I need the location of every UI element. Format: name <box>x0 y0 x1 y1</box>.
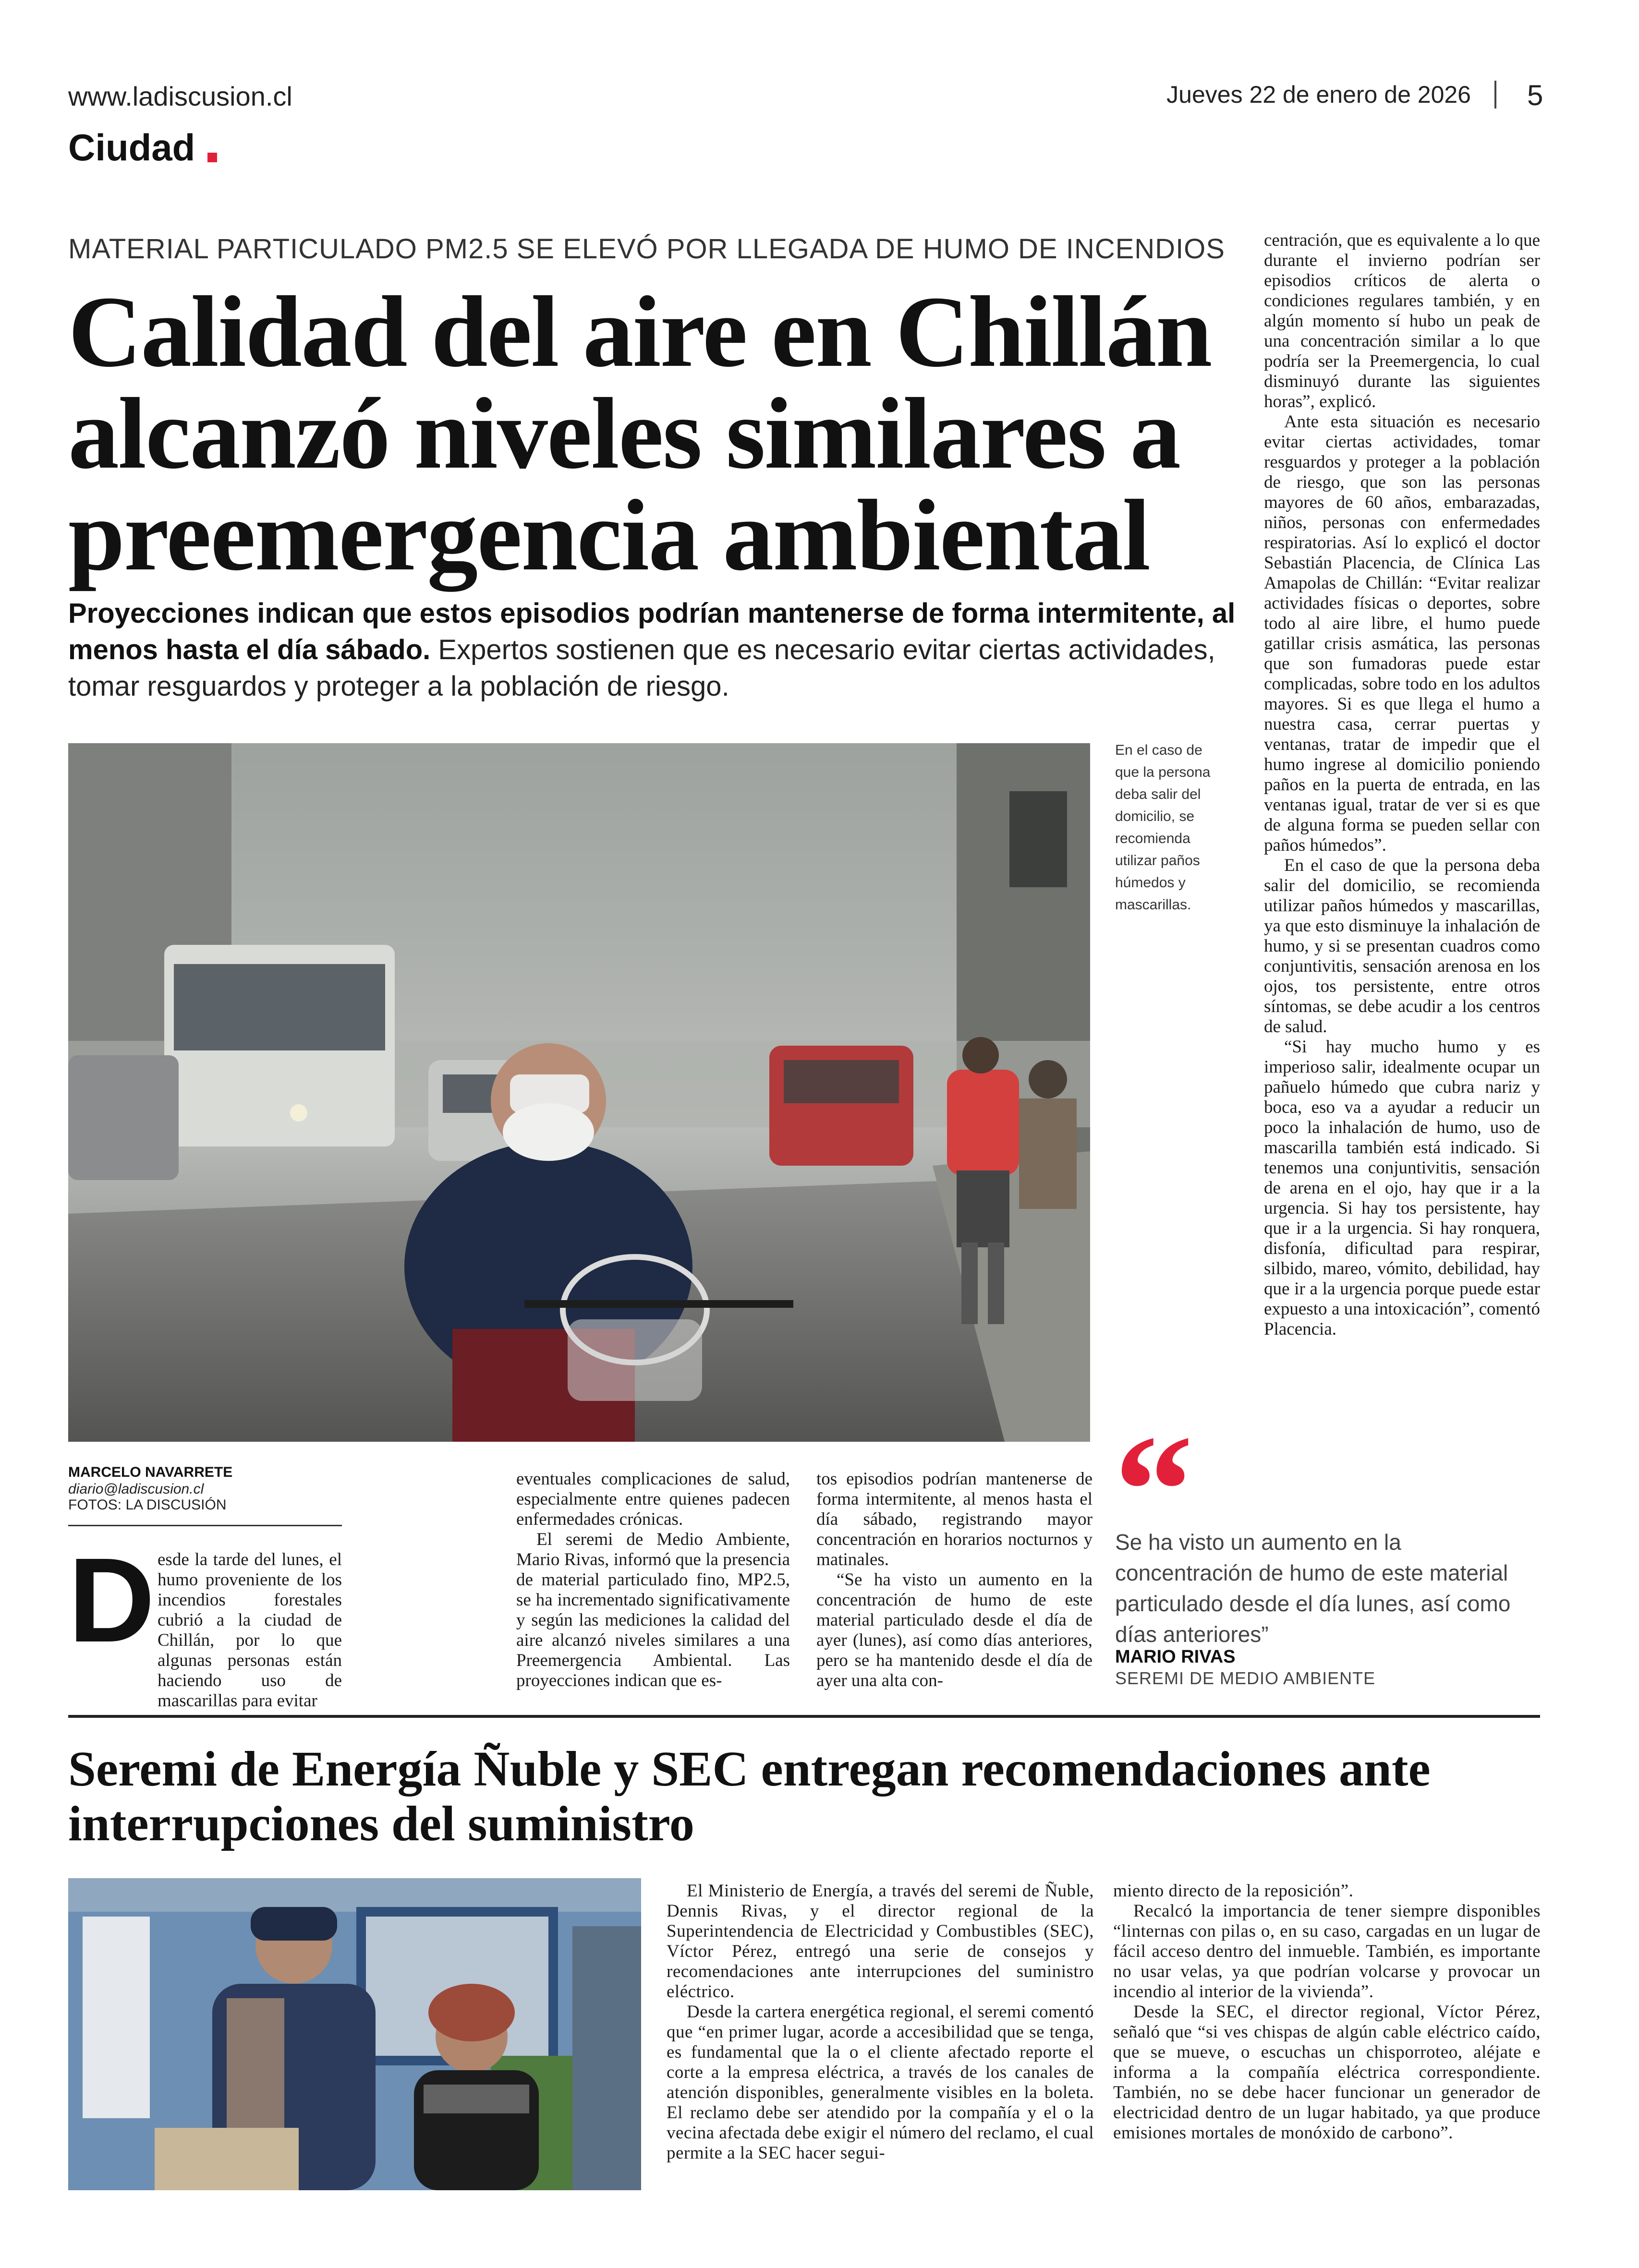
paragraph: miento directo de la reposición”. <box>1113 1881 1354 1901</box>
deck-text: Expertos sostienen que es necesario evitar ciertas actividades, tomar resguardos y proteger a la población de riesgo. <box>68 634 1215 702</box>
byline-email: diario@ladiscusion.cl <box>68 1481 204 1497</box>
drop-cap: D <box>68 1533 155 1667</box>
quote-mark-icon: “ <box>1114 1403 1193 1578</box>
section-divider <box>68 1715 1540 1718</box>
byline-author: MARCELO NAVARRETE <box>68 1464 233 1480</box>
paragraph: Desde la SEC, el director regional, Víctor Pérez, señaló que “si ves chispas de algún cable eléctrico caído, que se mueve, o escuchas un chisporroteo, aléjate e informa a la compañía eléctrica correspondiente. También, no se debe hacer funcionar un generador de electricidad dentro de un lugar habitado, ya que produce emisiones mortales de monóxido de carbono”. <box>1113 2002 1541 2143</box>
article2-headline: Seremi de Energía Ñuble y SEC entregan recomendaciones ante interrupciones del suministro <box>68 1741 1431 1851</box>
site-url: www.ladiscusion.cl <box>68 81 292 111</box>
byline-divider <box>68 1525 342 1526</box>
paragraph: esde la tarde del lunes, el humo proveniente de los incendios forestales cubrió a la ciudad de Chillán, por lo que algunas personas están haciendo uso de mascarillas para evitar <box>158 1550 342 1711</box>
article2-column-2 <box>1113 1881 1541 2143</box>
paragraph: “Si hay mucho humo y es imperioso salir, idealmente ocupar un pañuelo húmedo que cubra nariz y boca, eso va a ayudar a reducir un poco la inhalación de humo, uso de mascarilla también está indicado. Si tenemos una conjuntivitis, sensación de arena en el ojo, hay que ir a la urgencia. Si hay tos persistente, hay que ir a la urgencia. Si hay ronquera, disfonía, dificultad para respirar, silbido, mareo, vómito, debilidad, hay que ir a la urgencia porque puede estar expuesto a una intoxicación”, comentó Placencia. <box>1264 1037 1540 1339</box>
article-headline: Calidad del aire en Chillán alcanzó niveles similares a preemergencia ambiental <box>68 275 1212 591</box>
byline-photo-credit: FOTOS: LA DISCUSIÓN <box>68 1497 227 1513</box>
deck-bold: Proyecciones indican que estos episodios podrían mantenerse de forma intermitente, al menos hasta el día sábado. <box>68 598 1236 665</box>
article-column-1 <box>68 1550 342 1711</box>
main-photo <box>68 743 1090 1442</box>
paragraph: eventuales complicaciones de salud, especialmente entre quienes padecen enfermedades crónicas. <box>516 1469 790 1529</box>
section-label: Ciudad <box>68 126 195 169</box>
paragraph: “Se ha visto un aumento en la concentración de humo de este material particulado desde el día de ayer (lunes), así como días anteriores, pero se ha mantenido desde el día de ayer una alta con- <box>816 1570 1093 1690</box>
quote-author: MARIO RIVAS <box>1115 1647 1236 1667</box>
article-kicker: MATERIAL PARTICULADO PM2.5 SE ELEVÓ POR LLEGADA DE HUMO DE INCENDIOS <box>68 233 1225 265</box>
article-column-2 <box>516 1469 790 1691</box>
paragraph: centración, que es equivalente a lo que durante el invierno podrían ser episodios críticos de alerta o condiciones regulares también, y en algún momento sí hubo un peak de una concentración similar a lo que podría ser la Preemergencia, lo cual disminuyó durante las siguientes horas”, explicó. <box>1264 230 1540 411</box>
paragraph: El seremi de Medio Ambiente, Mario Rivas, informó que la presencia de material particulado fino, MP2.5, se ha incrementado significativamente y según las mediciones la calidad del aire alcanzó niveles similares a una Preemergencia Ambiental. Las proyecciones indican que es- <box>516 1530 790 1690</box>
paragraph: tos episodios podrían mantenerse de forma intermitente, al menos hasta el día sábado, registrando mayor concentración en horarios nocturnos y matinales. <box>816 1469 1093 1569</box>
issue-date: Jueves 22 de enero de 2026 <box>1166 81 1471 108</box>
article-column-right <box>1264 230 1540 1339</box>
header-divider <box>1494 81 1496 109</box>
article-column-3 <box>816 1469 1093 1691</box>
second-photo <box>68 1878 641 2190</box>
article-deck <box>68 595 1245 705</box>
main-photo-illustration <box>68 743 1090 1442</box>
paragraph: Ante esta situación es necesario evitar ciertas actividades, tomar resguardos y proteger a la población de riesgo, que son las personas mayores de 60 años, embarazadas, niños, personas con enfermedades respiratorias. Así lo explicó el doctor Sebastián Placencia, de Clínica Las Amapolas de Chillán: “Evitar realizar actividades físicas o deportes, sobre todo al aire libre, el humo puede gatillar crisis asmática, las personas que son fumadoras puede estar complicadas, sobre todo en los adultos mayores. Si es que llega el humo a nuestra casa, cerrar puertas y ventanas, tratar de impedir que el humo ingrese al domicilio poniendo paños en la puerta de entrada, en las ventanas igual, tratar de ver si es que de alguna forma se pueden sellar con paños húmedos”. <box>1264 412 1540 855</box>
paragraph: Recalcó la importancia de tener siempre disponibles “linternas con pilas o, en su caso, cargadas en un lugar de fácil acceso dentro del inmueble. También, es importante no usar velas, ya que podrían volcarse y provocar un incendio al interior de la vivienda”. <box>1113 1901 1541 2002</box>
paragraph: Desde la cartera energética regional, el seremi comentó que “en primer lugar, acorde a accesibilidad que se tenga, es fundamental que la o el cliente afectado reporte el corte a la empresa eléctrica, a través de los canales de atención disponibles, generalmente visibles en la boleta. El reclamo debe ser atendido por la compañía y el o la vecina afectada debe exigir el número del reclamo, el cual permite a la SEC hacer segui- <box>667 2002 1094 2163</box>
paragraph: El Ministerio de Energía, a través del seremi de Ñuble, Dennis Rivas, y el director regional de la Superintendencia de Electricidad y Combustibles (SEC), Víctor Pérez, entregó una serie de consejos y recomendaciones ante interrupciones del suministro eléctrico. <box>667 1881 1094 2002</box>
pull-quote: Se ha visto un aumento en la concentración de humo de este material particulado desde el día lunes, así como días anteriores” <box>1115 1530 1511 1647</box>
page-number: 5 <box>1527 79 1543 111</box>
article2-column-1 <box>667 1881 1094 2163</box>
section-dot-icon <box>207 153 217 162</box>
photo-caption: En el caso de que la persona deba salir del domicilio, se recomienda utilizar paños húmedos y mascarillas. <box>1115 742 1211 913</box>
quote-author-role: SEREMI DE MEDIO AMBIENTE <box>1115 1668 1376 1688</box>
paragraph: En el caso de que la persona deba salir del domicilio, se recomienda utilizar paños húmedos y mascarillas, ya que esto disminuye la inhalación de humo, y si se presentan cuadros como conjuntivitis, sensación arenosa en los ojos, tos persistente, entre otros síntomas, se debe acudir a los centros de salud. <box>1264 856 1540 1037</box>
second-photo-illustration <box>68 1878 641 2190</box>
